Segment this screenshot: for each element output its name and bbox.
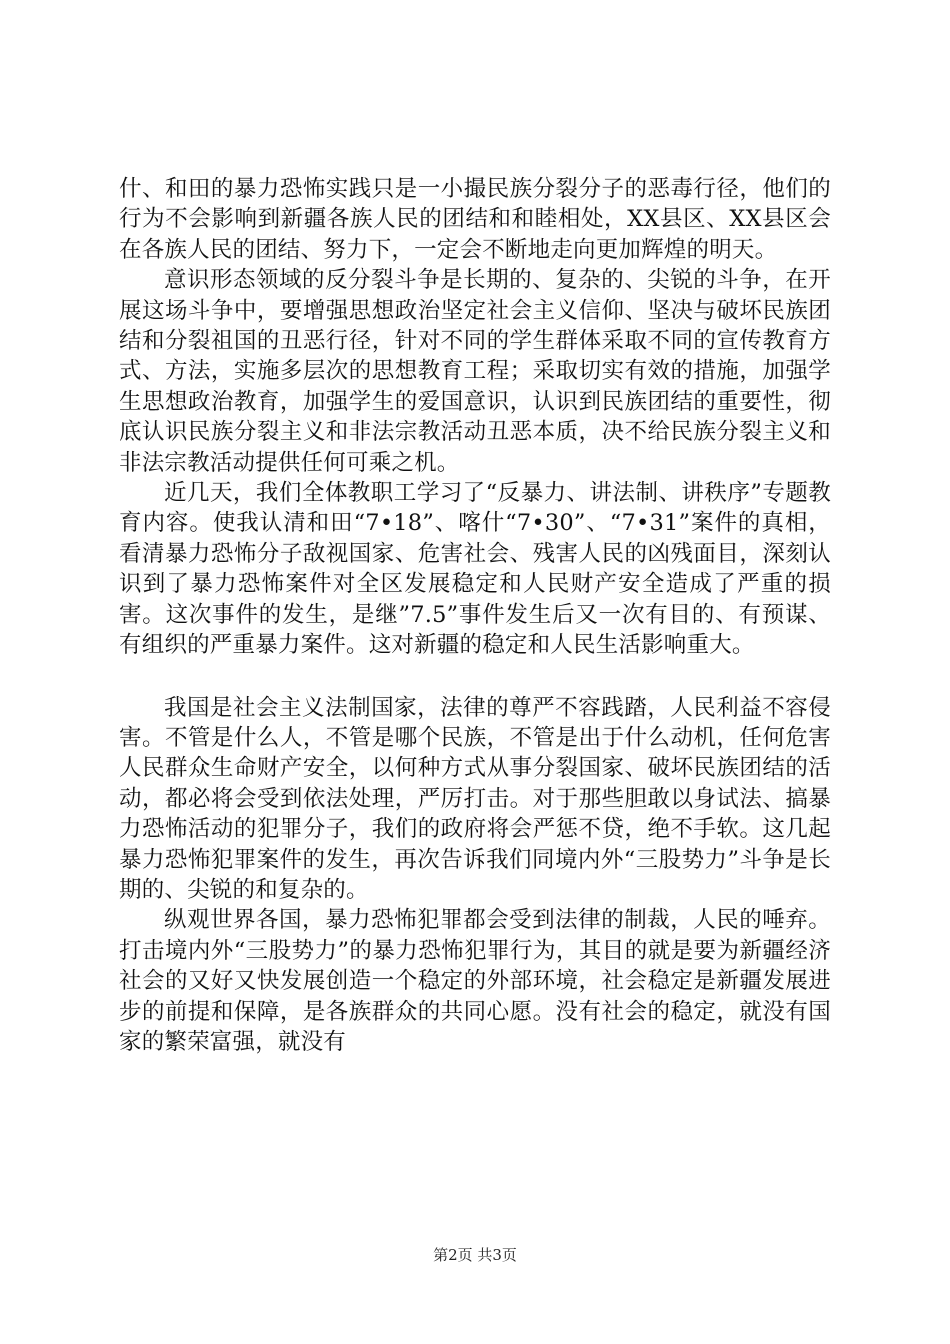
paragraph-5: 纵观世界各国，暴力恐怖犯罪都会受到法律的制裁，人民的唾弃。打击境内外“三股势力”的暴力恐怖犯罪行为，其目的就是要为新疆经济社会的又好又快发展创造一个稳定的外部环境，社会稳定是新疆发展进步的前提和保障，是各族群众的共同心愿。没有社会的稳定，就没有国家的繁荣富强，就没有 [119,907,831,1055]
paragraph-3: 近几天，我们全体教职工学习了“反暴力、讲法制、讲秩序”专题教育内容。使我认清和田“7•18”、喀什“7•30”、“7•31”案件的真相，看清暴力恐怖分子敌视国家、危害社会、残害人民的凶残面目，深刻认识到了暴力恐怖案件对全区发展稳定和人民财产安全造成了严重的损害。这次事件的发生，是继”7.5”事件发生后又一次有目的、有预谋、有组织的严重暴力案件。这对新疆的稳定和人民生活影响重大。 [119,480,831,659]
paragraph-4: 我国是社会主义法制国家，法律的尊严不容践踏，人民利益不容侵害。不管是什么人，不管是哪个民族，不管是出于什么动机，任何危害人民群众生命财产安全，以何种方式从事分裂国家、破坏民族团结的活动，都必将会受到依法处理，严厉打击。对于那些胆敢以身试法、搞暴力恐怖活动的犯罪分子，我们的政府将会严惩不贷，绝不手软。这几起暴力恐怖犯罪案件的发生，再次告诉我们同境内外“三股势力”斗争是长期的、尖锐的和复杂的。 [119,694,831,903]
page-footer: 第2页 共3页 [433,1246,517,1264]
paragraph-1: 什、和田的暴力恐怖实践只是一小撮民族分裂分子的恶毒行径，他们的行为不会影响到新疆各族人民的团结和和睦相处，XX县区、XX县区会在各族人民的团结、努力下，一定会不断地走向更加辉煌的明天。 [119,176,831,263]
document-body [119,174,831,1057]
paragraph-2: 意识形态领域的反分裂斗争是长期的、复杂的、尖锐的斗争，在开展这场斗争中，要增强思想政治坚定社会主义信仰、坚决与破坏民族团结和分裂祖国的丑恶行径，针对不同的学生群体采取不同的宣传教育方式、方法，实施多层次的思想教育工程；采取切实有效的措施，加强学生思想政治教育，加强学生的爱国意识，认识到民族团结的重要性，彻底认识民族分裂主义和非法宗教活动丑恶本质，决不给民族分裂主义和非法宗教活动提供任何可乘之机。 [119,267,831,476]
